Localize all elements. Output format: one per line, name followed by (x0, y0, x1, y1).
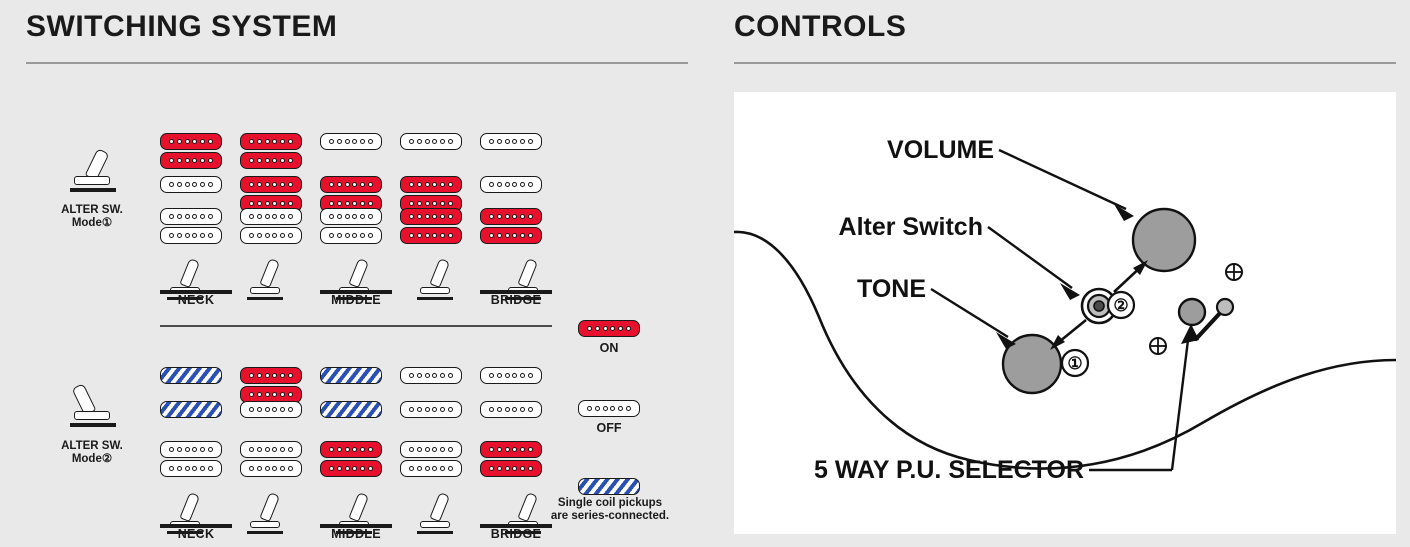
pole-pieces (321, 442, 381, 457)
legend-series-note-line1: Single coil pickups (557, 497, 663, 509)
pickup-single-off (400, 133, 462, 150)
controls-diagram (734, 92, 1396, 534)
pickup-humbucker-on (400, 176, 462, 212)
pickup-humbucker-on (320, 441, 382, 477)
pole-pieces (161, 461, 221, 476)
pole-pieces (241, 177, 301, 192)
pole-pieces (481, 177, 541, 192)
mode-divider (160, 325, 552, 327)
pickup-single-series (578, 478, 640, 495)
pickup-humbucker-off (240, 441, 302, 477)
volume-label: VOLUME (887, 136, 994, 164)
pickup-humbucker-on (320, 176, 382, 212)
pole-pieces (241, 461, 301, 476)
selector-pos-2-mode1 (250, 258, 280, 300)
tone-label: TONE (857, 275, 926, 303)
pole-pieces (481, 134, 541, 149)
pickup-single-on (578, 320, 640, 337)
pole-pieces (481, 228, 541, 243)
page-title-controls: CONTROLS (734, 10, 907, 43)
alter-switch-label: Alter Switch (838, 213, 983, 241)
page-title-switching: SWITCHING SYSTEM (26, 10, 338, 43)
selector-label: 5 WAY P.U. SELECTOR (813, 456, 1084, 484)
pickup-single-off (160, 176, 222, 193)
pole-pieces (401, 209, 461, 224)
marker-1-label: ① (1067, 354, 1083, 373)
pole-pieces (481, 402, 541, 417)
selector-screw-top (1226, 264, 1242, 280)
title-divider-right (734, 62, 1396, 64)
pole-pieces (481, 442, 541, 457)
pole-pieces (401, 228, 461, 243)
pickup-humbucker-on (400, 208, 462, 244)
pickup-humbucker-on (480, 208, 542, 244)
pickup-humbucker-off (160, 441, 222, 477)
pole-pieces (241, 209, 301, 224)
pos-label-bridge-mode2: BRIDGE (490, 527, 542, 541)
title-divider-left (26, 62, 688, 64)
selector-pos-2-mode2 (250, 492, 280, 534)
pole-pieces (161, 177, 221, 192)
pole-pieces (241, 134, 301, 149)
pole-pieces (401, 368, 461, 383)
pickup-single-off (480, 133, 542, 150)
pole-pieces (241, 402, 301, 417)
selector-pos-4-mode1 (420, 258, 450, 300)
pos-label-middle-mode2: MIDDLE (331, 527, 381, 541)
pole-pieces (481, 209, 541, 224)
selector-pos-4-mode2 (420, 492, 450, 534)
callout-leaders (931, 150, 1189, 470)
pole-pieces (241, 442, 301, 457)
pickup-single-series (320, 367, 382, 384)
selector-screw-bottom (1150, 338, 1166, 354)
pole-pieces (321, 461, 381, 476)
pole-pieces (401, 442, 461, 457)
pole-pieces (321, 209, 381, 224)
alter-switch-mode1-label-line1: ALTER SW. (61, 204, 123, 216)
pole-pieces (241, 153, 301, 168)
pole-pieces (401, 402, 461, 417)
alter-switch-mode1-label-line2: Mode① (71, 217, 113, 229)
pole-pieces (481, 461, 541, 476)
pickup-single-off (480, 176, 542, 193)
pos-label-middle-mode1: MIDDLE (331, 293, 381, 307)
pickup-single-off (480, 401, 542, 418)
pole-pieces (241, 387, 301, 402)
pickup-single-off (320, 133, 382, 150)
marker-1 (1062, 350, 1088, 376)
marker-2 (1108, 292, 1134, 318)
marker-2-label: ② (1113, 296, 1129, 315)
alter-switch-mode2-label (53, 440, 131, 466)
controls-panel (710, 0, 1410, 547)
pickup-humbucker-off (240, 208, 302, 244)
pickup-humbucker-off (400, 441, 462, 477)
pole-pieces (241, 368, 301, 383)
pickup-humbucker-on (240, 176, 302, 212)
pole-pieces (161, 442, 221, 457)
pole-pieces (481, 368, 541, 383)
pos-label-neck-mode2: NECK (177, 527, 215, 541)
pickup-humbucker-on (480, 441, 542, 477)
pole-pieces (321, 177, 381, 192)
pickup-humbucker-on (160, 133, 222, 169)
pole-pieces (579, 401, 639, 416)
pickup-single-off (400, 367, 462, 384)
pole-pieces (401, 134, 461, 149)
legend-off-label: OFF (596, 421, 622, 435)
alter-switch-mode1-label (53, 204, 131, 230)
pickup-humbucker-off (320, 208, 382, 244)
pos-label-bridge-mode1: BRIDGE (490, 293, 542, 307)
alter-switch-mode2-icon (70, 383, 116, 429)
pole-pieces (161, 134, 221, 149)
alter-switch-mode1-icon (70, 148, 116, 194)
pickup-humbucker-off (160, 208, 222, 244)
pickup-single-off (240, 401, 302, 418)
pickup-single-series (160, 401, 222, 418)
pickup-single-series (160, 367, 222, 384)
pickup-single-off (578, 400, 640, 417)
pickup-single-series (320, 401, 382, 418)
pos-label-neck-mode1: NECK (177, 293, 215, 307)
pole-pieces (579, 321, 639, 336)
pole-pieces (161, 153, 221, 168)
pickup-single-off (400, 401, 462, 418)
alter-switch-mode2-label-line2: Mode② (71, 453, 113, 465)
alter-switch-mode2-label-line1: ALTER SW. (61, 440, 123, 452)
pole-pieces (161, 228, 221, 243)
pole-pieces (401, 177, 461, 192)
pole-pieces (161, 209, 221, 224)
legend-on-label: ON (599, 341, 619, 355)
pole-pieces (321, 228, 381, 243)
pole-pieces (321, 134, 381, 149)
pickup-humbucker-on (240, 367, 302, 403)
pole-pieces (401, 461, 461, 476)
pickup-single-off (480, 367, 542, 384)
legend-series-note-line2: are series-connected. (550, 510, 670, 522)
volume-knob[interactable] (1133, 209, 1195, 271)
legend-series-note (545, 497, 675, 523)
pickup-humbucker-on (240, 133, 302, 169)
pole-pieces (241, 228, 301, 243)
